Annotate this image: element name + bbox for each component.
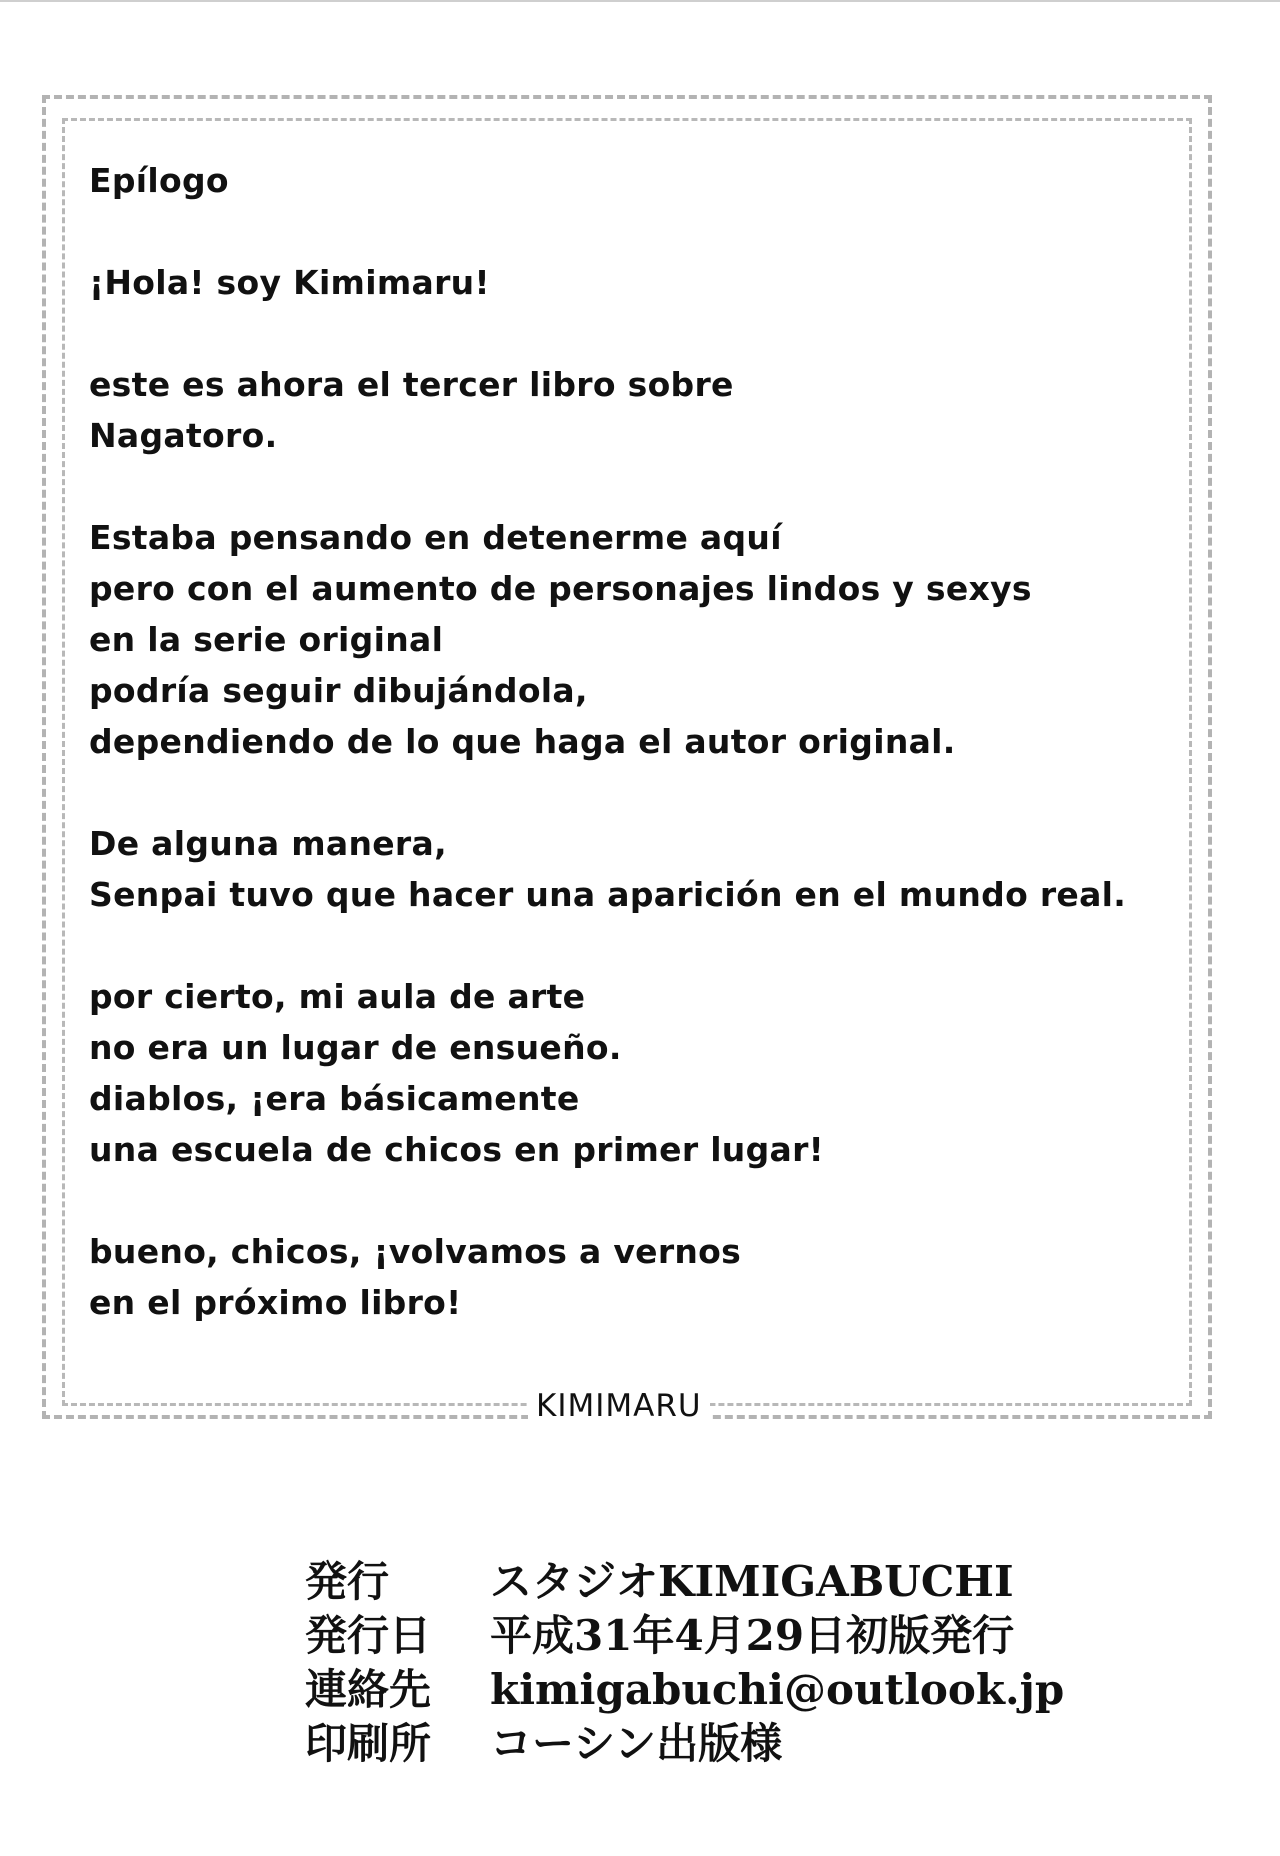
letter-line: bueno, chicos, ¡volvamos a vernos — [89, 1232, 742, 1271]
letter-line: diablos, ¡era básicamente — [89, 1079, 580, 1118]
letter-line: Nagatoro. — [89, 416, 278, 455]
letter-line: no era un lugar de ensueño. — [89, 1028, 622, 1067]
colophon-row-printer — [305, 1717, 1064, 1771]
colophon-row-date — [305, 1609, 1064, 1663]
letter-line: dependiendo de lo que haga el autor original. — [89, 722, 956, 761]
letter-line: por cierto, mi aula de arte — [89, 977, 586, 1016]
colophon-label: 印刷所 — [305, 1719, 432, 1768]
paragraph-greeting — [89, 257, 1169, 308]
colophon-label: 連絡先 — [305, 1665, 432, 1714]
colophon-value: kimigabuchi@outlook.jp — [490, 1665, 1065, 1714]
letter-line: pero con el aumento de personajes lindos y sexys — [89, 569, 1032, 608]
letter-line: Estaba pensando en detenerme aquí — [89, 518, 782, 557]
letter-line: en el próximo libro! — [89, 1283, 462, 1322]
paragraph-farewell — [89, 1226, 1169, 1328]
colophon-value: スタジオKIMIGABUCHI — [490, 1557, 1014, 1606]
paragraph-continue — [89, 512, 1169, 767]
letter-line: una escuela de chicos en primer lugar! — [89, 1130, 825, 1169]
letter-line: este es ahora el tercer libro sobre — [89, 365, 734, 404]
paragraph-art-class — [89, 971, 1169, 1175]
colophon — [305, 1555, 1064, 1771]
letter-line: De alguna manera, — [89, 824, 447, 863]
paragraph-senpai — [89, 818, 1169, 920]
author-signature: KIMIMARU — [528, 1388, 710, 1424]
colophon-value: 平成31年4月29日初版発行 — [490, 1611, 1015, 1660]
letter-line: Senpai tuvo que hacer una aparición en el mundo real. — [89, 875, 1127, 914]
letter-title: Epílogo — [89, 161, 229, 200]
letter-line: ¡Hola! soy Kimimaru! — [89, 263, 490, 302]
paragraph-third-book — [89, 359, 1169, 461]
colophon-row-publisher — [305, 1555, 1064, 1609]
letter-line: en la serie original — [89, 620, 444, 659]
epilogue-letter — [89, 155, 1169, 1379]
letter-line: podría seguir dibujándola, — [89, 671, 588, 710]
page-top-edge — [0, 0, 1280, 2]
colophon-value: コーシン出版様 — [490, 1719, 783, 1768]
colophon-label: 発行 — [305, 1557, 390, 1606]
colophon-row-contact — [305, 1663, 1064, 1717]
colophon-label: 発行日 — [305, 1611, 432, 1660]
